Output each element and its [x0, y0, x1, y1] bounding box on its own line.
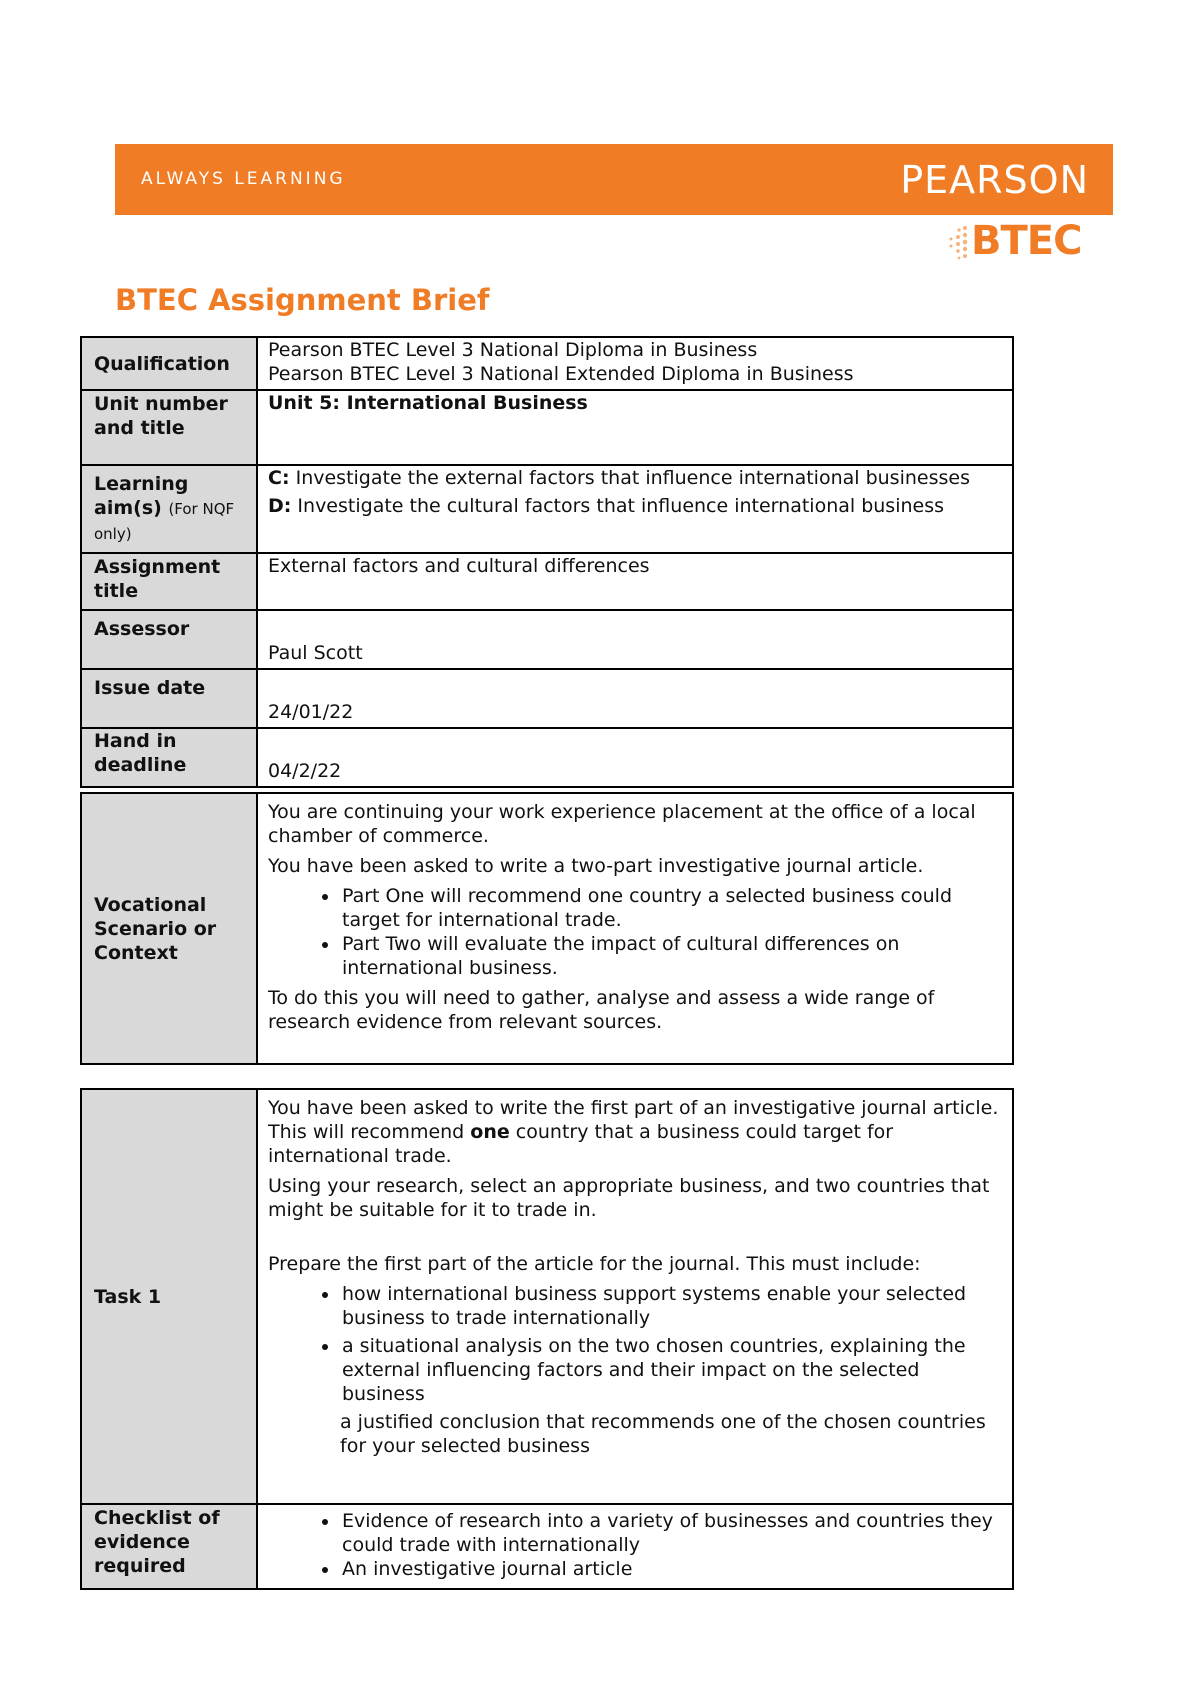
- assessor-row: [81, 610, 1013, 669]
- qualification-label: Qualification: [81, 337, 257, 390]
- learning-aim-item: [268, 494, 1002, 518]
- unit-value: Unit 5: International Business: [257, 390, 1013, 465]
- btec-logo: [945, 218, 1095, 264]
- scenario-table: [80, 792, 1014, 1065]
- task-paragraph: Using your research, select an appropriate business, and two countries that might be suitable for it to trade in.: [268, 1175, 990, 1221]
- page-title: BTEC Assignment Brief: [115, 283, 490, 317]
- deadline-value: 04/2/22: [257, 728, 1013, 787]
- pearson-logo-text: PEARSON: [900, 158, 1089, 202]
- checklist-content: [257, 1504, 1013, 1589]
- list-item: • a situational analysis on the two chosen countries, explaining the external influencing factors and their impact on the selected business: [340, 1334, 1002, 1406]
- brief-table: [80, 336, 1014, 788]
- scenario-label: Vocational Scenario or Context: [81, 793, 257, 1064]
- qualification-line: Pearson BTEC Level 3 National Diploma in Business: [268, 339, 758, 361]
- learning-aims-value: [257, 465, 1013, 553]
- scenario-content: [257, 793, 1013, 1064]
- scenario-paragraph: You are continuing your work experience placement at the office of a local chamber of commerce.: [268, 801, 976, 847]
- issue-date-label: Issue date: [81, 669, 257, 728]
- assignment-title-label: Assignment title: [81, 553, 257, 610]
- list-item: • Part Two will evaluate the impact of cultural differences on international business.: [340, 932, 1002, 980]
- learning-aims-label-text: Learning aim(s): [94, 473, 189, 519]
- list-item: • Evidence of research into a variety of businesses and countries they could trade with internationally: [340, 1509, 1002, 1557]
- list-item: • An investigative journal article: [340, 1557, 1002, 1581]
- unit-row: [81, 390, 1013, 465]
- deadline-label: Hand in deadline: [81, 728, 257, 787]
- assignment-title-value: External factors and cultural differences: [257, 553, 1013, 610]
- banner-tagline: ALWAYS LEARNING: [141, 169, 346, 189]
- btec-dots-icon: [945, 222, 971, 262]
- task-emphasis: one: [470, 1121, 510, 1143]
- learning-aim-item: [268, 466, 1002, 490]
- checklist-row: [81, 1504, 1013, 1589]
- task-label: Task 1: [81, 1089, 257, 1504]
- scenario-paragraph: You have been asked to write a two-part investigative journal article.: [268, 855, 924, 877]
- task-paragraph: [268, 1096, 1002, 1168]
- learning-aim-key: D:: [268, 495, 292, 517]
- assessor-label: Assessor: [81, 610, 257, 669]
- task-content: [257, 1089, 1013, 1504]
- qualification-line: Pearson BTEC Level 3 National Extended Diploma in Business: [268, 363, 854, 385]
- pearson-banner: [115, 144, 1113, 215]
- list-item: • Part One will recommend one country a selected business could target for international trade.: [340, 884, 1002, 932]
- task-row: [81, 1089, 1013, 1504]
- learning-aims-row: [81, 465, 1013, 553]
- btec-logo-text: BTEC: [971, 218, 1082, 264]
- checklist-label: Checklist of evidence required: [81, 1504, 257, 1589]
- issue-date-value: 24/01/22: [257, 669, 1013, 728]
- learning-aims-note: (For NQF only): [94, 500, 235, 543]
- qualification-row: [81, 337, 1013, 390]
- task-paragraph: Prepare the first part of the article for the journal. This must include:: [268, 1253, 921, 1275]
- assignment-title-row: [81, 553, 1013, 610]
- learning-aim-key: C:: [268, 467, 290, 489]
- deadline-row: [81, 728, 1013, 787]
- task-text: You have been asked to write the first part of an investigative journal article. This will recommend: [268, 1097, 999, 1143]
- learning-aim-text: Investigate the external factors that influence international businesses: [295, 467, 970, 489]
- learning-aim-text: Investigate the cultural factors that influence international business: [297, 495, 945, 517]
- list-item: • how international business support systems enable your selected business to trade internationally: [340, 1282, 1002, 1330]
- qualification-value: [257, 337, 1013, 390]
- task-conclusion: a justified conclusion that recommends one of the chosen countries for your selected business: [340, 1411, 986, 1457]
- scenario-row: [81, 793, 1013, 1064]
- learning-aims-label: [81, 465, 257, 553]
- unit-label: Unit number and title: [81, 390, 257, 465]
- issue-date-row: [81, 669, 1013, 728]
- assessor-value: Paul Scott: [257, 610, 1013, 669]
- scenario-bullets: [268, 884, 1002, 980]
- task-table: [80, 1088, 1014, 1590]
- scenario-paragraph: To do this you will need to gather, analyse and assess a wide range of research evidence from relevant sources.: [268, 987, 935, 1033]
- task-text: country that a business could target for international trade.: [268, 1121, 894, 1167]
- checklist-bullets: [268, 1509, 1002, 1581]
- task-bullets: [268, 1282, 1002, 1406]
